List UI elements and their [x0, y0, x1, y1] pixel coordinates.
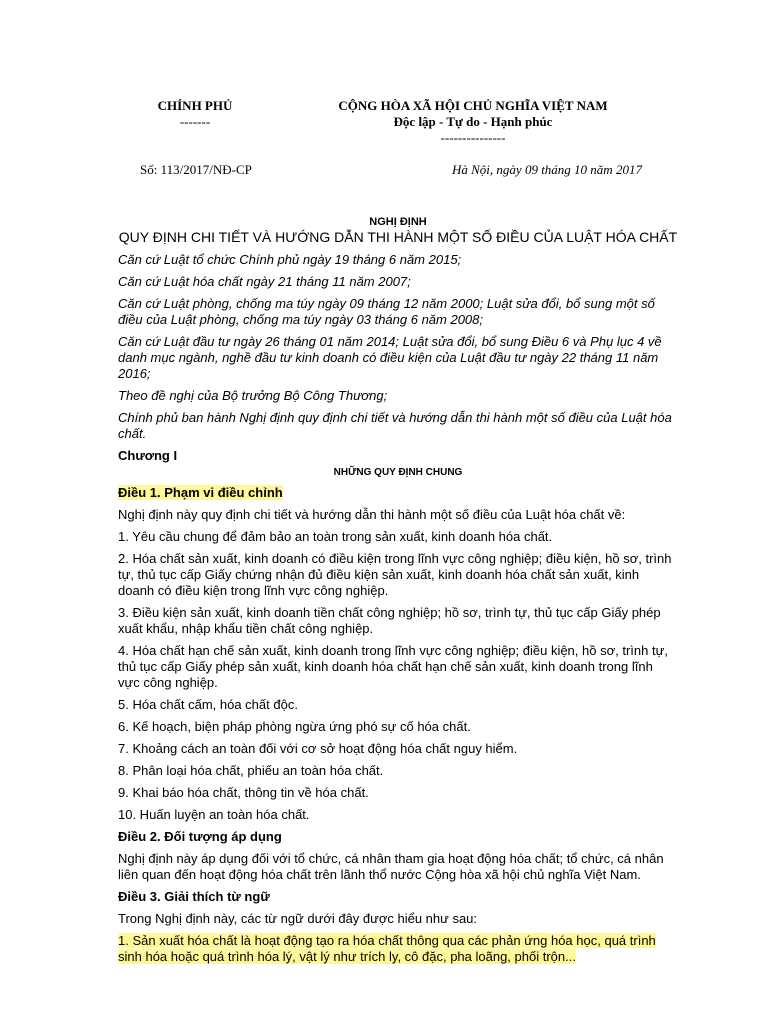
article-2-text: Nghị định này áp dụng đối với tổ chức, cá nhân tham gia hoạt động hóa chất; tổ chức, cá nhân liên quan đến hoạt động hóa chất trên lãnh thổ nước Cộng hòa xã hội chủ nghĩa Việt Nam.: [118, 851, 664, 882]
chapter-label: Chương I: [118, 448, 178, 463]
legal-basis: [118, 252, 678, 442]
article-3-intro: Trong Nghị định này, các từ ngữ dưới đây được hiểu như sau:: [118, 911, 478, 926]
place-date: Hà Nội, ngày 09 tháng 10 năm 2017: [452, 162, 642, 177]
article-1-item: 2. Hóa chất sản xuất, kinh doanh có điều kiện trong lĩnh vực công nghiệp; điều kiện, hồ sơ, trình tự, thủ tục cấp Giấy chứng nhận đủ điều kiện sản xuất, kinh doanh hóa chất sản xuất, kinh doanh có điều kiện trong lĩnh vực công nghiệp.: [118, 551, 672, 598]
article-3-title: Điều 3. Giải thích từ ngữ: [118, 889, 270, 904]
article-1-item: 7. Khoảng cách an toàn đối với cơ sở hoạt động hóa chất nguy hiểm.: [118, 741, 518, 756]
basis-item: Căn cứ Luật đầu tư ngày 26 tháng 01 năm 2014; Luật sửa đổi, bổ sung Điều 6 và Phụ lục 4 về danh mục ngành, nghề đầu tư kinh doanh có điều kiện của Luật đầu tư ngày 22 tháng 11 năm 2016;: [118, 334, 662, 381]
article-1-item: 9. Khai báo hóa chất, thông tin về hóa chất.: [118, 785, 369, 800]
article-1-title-text: Điều 1. Phạm vi điều chỉnh: [118, 485, 283, 500]
basis-item: Theo đề nghị của Bộ trưởng Bộ Công Thương;: [118, 388, 388, 403]
chapter-title: NHỮNG QUY ĐỊNH CHUNG: [333, 467, 463, 478]
article-1-title: [118, 485, 678, 501]
issuer-rule: -------: [179, 114, 211, 129]
document-header: [0, 98, 768, 188]
article-1-item: 10. Huấn luyện an toàn hóa chất.: [118, 807, 310, 822]
basis-item: Căn cứ Luật phòng, chống ma túy ngày 09 tháng 12 năm 2000; Luật sửa đổi, bổ sung một số điều của Luật phòng, chống ma túy ngày 03 tháng 6 năm 2008;: [118, 296, 655, 327]
issuer-block: [100, 98, 290, 130]
article-1-item: 6. Kế hoạch, biện pháp phòng ngừa ứng phó sự cố hóa chất.: [118, 719, 471, 734]
basis-item: Căn cứ Luật tổ chức Chính phủ ngày 19 tháng 6 năm 2015;: [118, 252, 462, 267]
nation-block: [318, 98, 628, 146]
document-number: Số: 113/2017/NĐ-CP: [140, 162, 252, 177]
motto-rule: ---------------: [440, 130, 506, 145]
document-body: [118, 215, 678, 971]
document-title: QUY ĐỊNH CHI TIẾT VÀ HƯỚNG DẪN THI HÀNH MỘT SỐ ĐIỀU CỦA LUẬT HÓA CHẤT: [118, 229, 678, 245]
basis-item: Chính phủ ban hành Nghị định quy định chi tiết và hướng dẫn thi hành một số điều của Luật hóa chất.: [118, 410, 672, 441]
article-1-item: 1. Yêu cầu chung để đảm bảo an toàn trong sản xuất, kinh doanh hóa chất.: [118, 529, 553, 544]
article-1-intro: Nghị định này quy định chi tiết và hướng dẫn thi hành một số điều của Luật hóa chất về:: [118, 507, 626, 522]
article-3-item-1: [118, 933, 678, 965]
nation-name: CỘNG HÒA XÃ HỘI CHỦ NGHĨA VIỆT NAM: [338, 98, 608, 113]
article-1-item: 5. Hóa chất cấm, hóa chất độc.: [118, 697, 298, 712]
nation-motto: Độc lập - Tự do - Hạnh phúc: [393, 114, 553, 129]
article-1-item: 8. Phân loại hóa chất, phiếu an toàn hóa chất.: [118, 763, 384, 778]
article-1-item: 4. Hóa chất hạn chế sản xuất, kinh doanh trong lĩnh vực công nghiệp; điều kiện, hồ sơ, trình tự, thủ tục cấp Giấy phép sản xuất, kinh doanh hóa chất hạn chế sản xuất, kinh doanh trong lĩnh vực công nghiệp.: [118, 643, 668, 690]
article-3-item-1-text: 1. Sản xuất hóa chất là hoạt động tạo ra hóa chất thông qua các phản ứng hóa học, quá trình sinh hóa hoặc quá trình hóa lý, vật lý như trích ly, cô đặc, pha loãng, phối trộn...: [118, 933, 656, 964]
basis-item: Căn cứ Luật hóa chất ngày 21 tháng 11 năm 2007;: [118, 274, 411, 289]
article-1-item: 3. Điều kiện sản xuất, kinh doanh tiền chất công nghiệp; hồ sơ, trình tự, thủ tục cấp Giấy phép xuất khẩu, nhập khẩu tiền chất công nghiệp.: [118, 605, 661, 636]
article-2-title: Điều 2. Đối tượng áp dụng: [118, 829, 282, 844]
document-type: NGHỊ ĐỊNH: [369, 216, 427, 228]
issuer-name: CHÍNH PHỦ: [157, 98, 233, 113]
